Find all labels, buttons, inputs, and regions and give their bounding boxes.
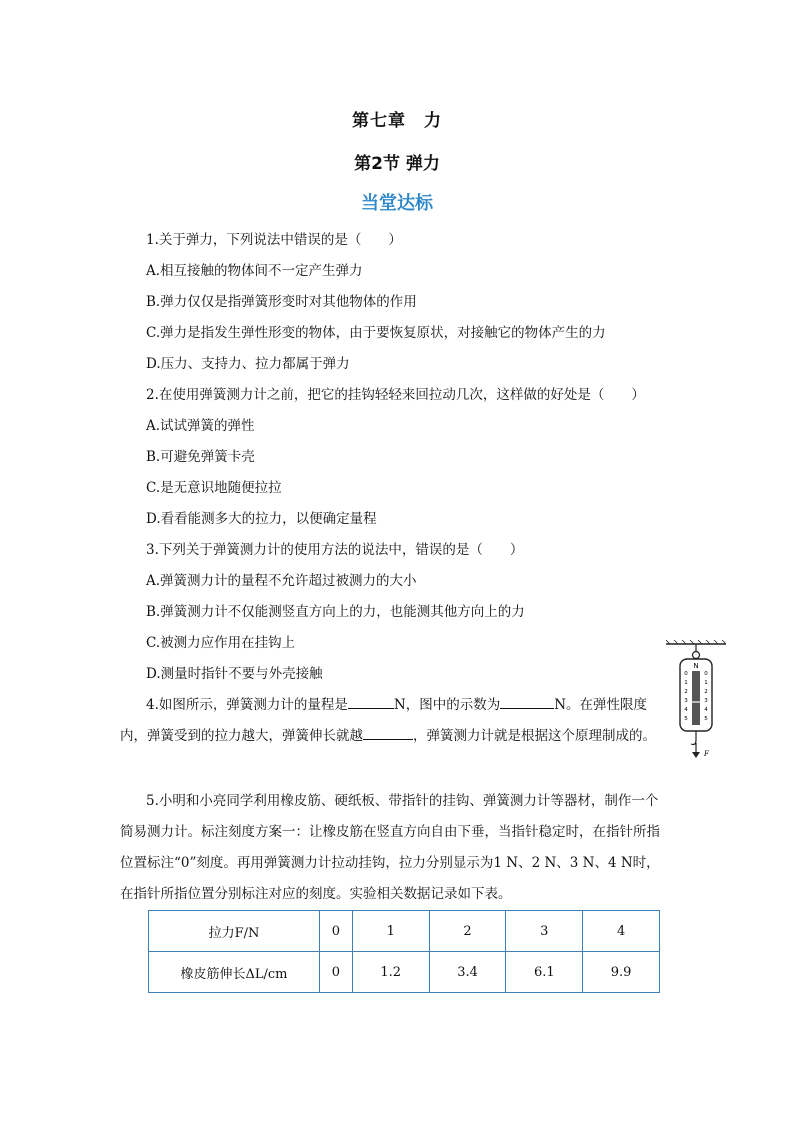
svg-text:1: 1 — [704, 680, 708, 686]
svg-text:3: 3 — [704, 698, 708, 704]
svg-text:0: 0 — [704, 671, 708, 677]
table-cell: 2 — [429, 911, 506, 952]
q4-text-1: 4.如图所示，弹簧测力计的量程是 — [146, 697, 348, 713]
q2-stem: 2.在使用弹簧测力计之前，把它的挂钩轻轻来回拉动几次，这样做的好处是（ ） — [146, 387, 645, 403]
q2-option-c: C.是无意识地随便拉拉 — [146, 480, 282, 496]
data-table — [148, 910, 660, 993]
q4-text-4: ，弹簧测力计就是根据这个原理制成的。 — [413, 728, 656, 744]
table-cell: 4 — [583, 911, 660, 952]
svg-text:5: 5 — [684, 716, 688, 722]
q2-option-a: A.试试弹簧的弹性 — [146, 418, 255, 434]
table-cell: 0 — [320, 911, 353, 952]
q4-blank-reading[interactable] — [500, 694, 554, 709]
svg-text:2: 2 — [704, 689, 708, 695]
section-title: 第2节 弹力 — [354, 154, 440, 174]
q3-option-a: A.弹簧测力计的量程不允许超过被测力的大小 — [146, 573, 417, 589]
svg-text:1: 1 — [684, 680, 688, 686]
table-cell: 9.9 — [583, 952, 660, 993]
q1-option-a: A.相互接触的物体间不一定产生弹力 — [146, 263, 363, 279]
q4-blank-range[interactable] — [348, 694, 394, 709]
table-row — [149, 911, 660, 952]
q3-option-b: B.弹簧测力计不仅能测竖直方向上的力，也能测其他方向上的力 — [146, 604, 525, 620]
q1-option-c: C.弹力是指发生弹性形变的物体，由于要恢复原状，对接触它的物体产生的力 — [146, 325, 606, 341]
chapter-title: 第七章 力 — [352, 111, 442, 131]
q1-option-b: B.弹力仅仅是指弹簧形变时对其他物体的作用 — [146, 294, 417, 310]
svg-text:0: 0 — [684, 671, 688, 677]
q3-stem: 3.下列关于弹簧测力计的使用方法的说法中，错误的是（ ） — [146, 542, 524, 558]
table-cell: 1 — [352, 911, 429, 952]
svg-text:4: 4 — [704, 707, 708, 713]
svg-text:2: 2 — [684, 689, 688, 695]
q4-paragraph — [120, 690, 658, 752]
force-label: F — [704, 750, 709, 758]
q4-blank-longer[interactable] — [363, 725, 413, 740]
scale-unit-label: N — [693, 662, 699, 670]
q4-text-2: N，图中的示数为 — [393, 697, 501, 713]
q3-option-d: D.测量时指针不要与外壳接触 — [146, 666, 323, 682]
table-row — [149, 952, 660, 993]
table-cell: 3.4 — [429, 952, 506, 993]
q3-option-c: C.被测力应作用在挂钩上 — [146, 635, 296, 651]
spring-scale-figure — [666, 640, 726, 760]
svg-text:4: 4 — [684, 707, 688, 713]
force-arrow-head — [692, 752, 700, 758]
q1-stem: 1.关于弹力，下列说法中错误的是（ ） — [146, 232, 402, 248]
q1-option-d: D.压力、支持力、拉力都属于弹力 — [146, 356, 350, 372]
q2-option-d: D.看看能测多大的拉力，以便确定量程 — [146, 511, 377, 527]
table-cell: 3 — [506, 911, 583, 952]
table-header-extension: 橡皮筋伸长ΔL/cm — [149, 952, 320, 993]
exercise-subtitle: 当堂达标 — [361, 193, 433, 214]
table-cell: 1.2 — [352, 952, 429, 993]
q5-paragraph: 5.小明和小亮同学利用橡皮筋、硬纸板、带指针的挂钩、弹簧测力计等器材，制作一个简易测力计。标注刻度方案一：让橡皮筋在竖直方向自由下垂，当指针稳定时，在指针所指位置标注“0”刻度。再用弹簧测力计拉动挂钩，拉力分别显示为1 N、2 N、3 N、4 N时，在指针所指位置分别标注对应的刻度。实验相关数据记录如下表。 — [120, 793, 660, 902]
svg-text:5: 5 — [704, 716, 708, 722]
q4-text-3: N。在弹性限度内，弹簧受到的拉力越大，弹簧伸长就越 — [120, 697, 648, 744]
spring-column — [692, 671, 700, 725]
q2-option-b: B.可避免弹簧卡壳 — [146, 449, 255, 465]
table-cell: 6.1 — [506, 952, 583, 993]
table-header-force: 拉力F/N — [149, 911, 320, 952]
hanger-ring — [693, 652, 700, 659]
table-cell: 0 — [320, 952, 353, 993]
hook — [691, 740, 696, 745]
svg-text:3: 3 — [684, 698, 688, 704]
